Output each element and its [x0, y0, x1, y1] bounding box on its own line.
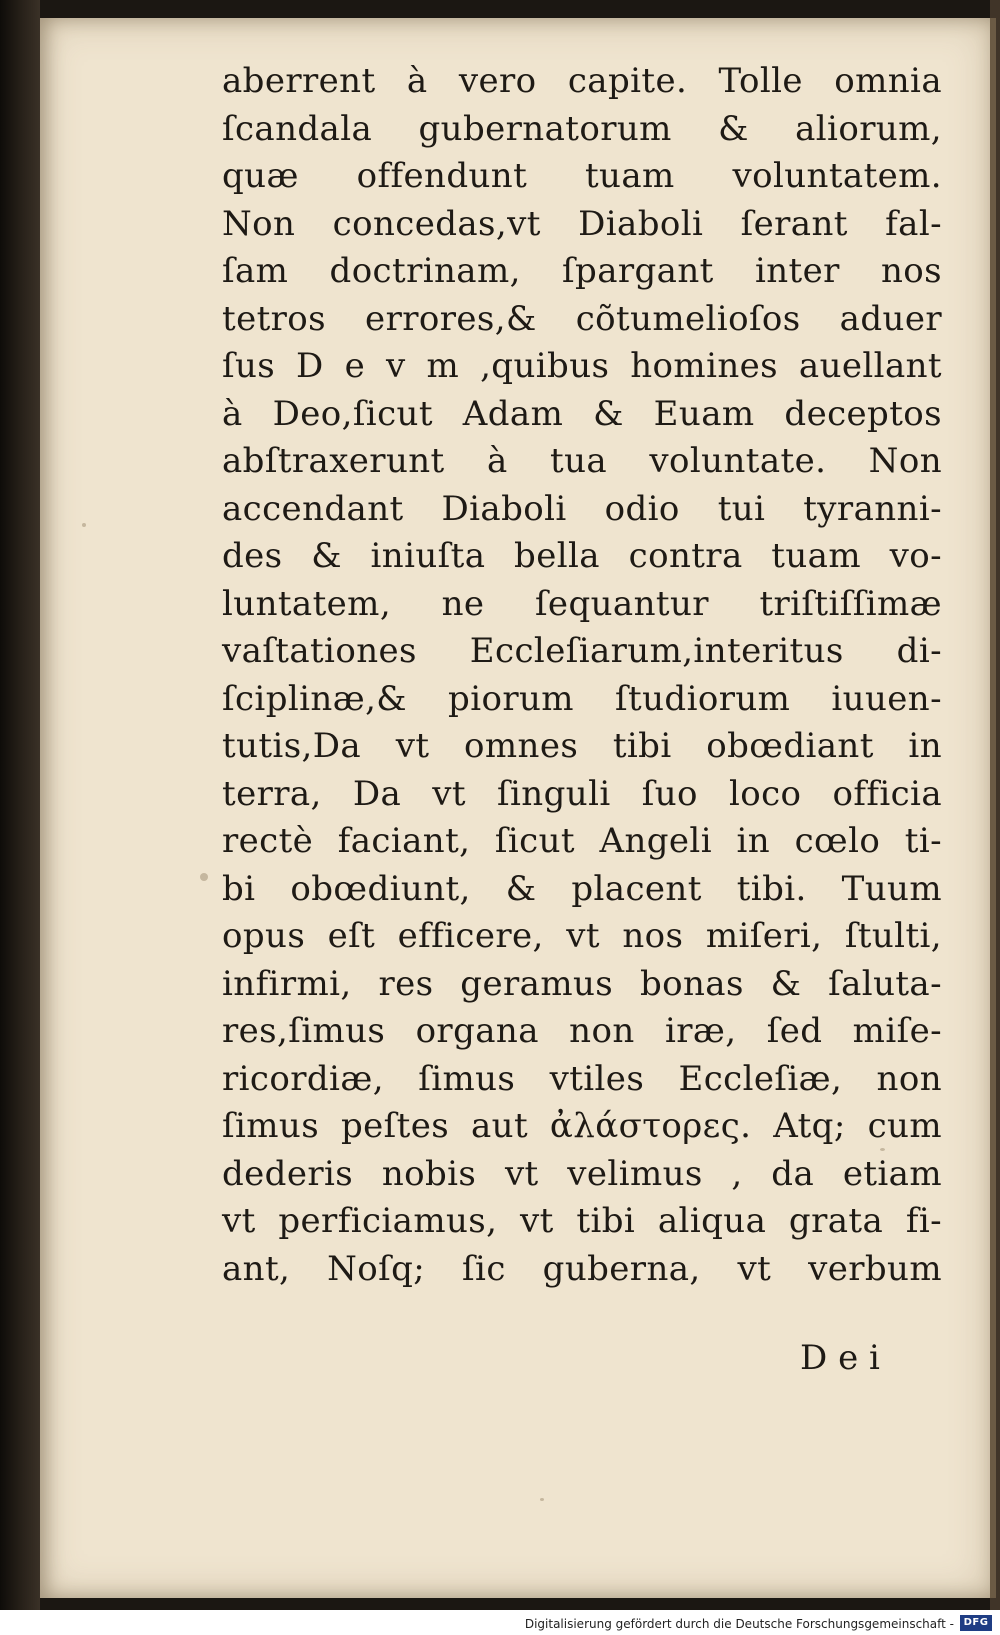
text-line: quæ offendunt tuam voluntatem.: [222, 156, 942, 196]
text-line: vt perficiamus, vt tibi aliqua grata fi-: [222, 1201, 942, 1241]
text-line: opus eſt efficere, vt nos miſeri, ſtulti,: [222, 916, 942, 956]
text-line: dederis nobis vt velimus , da etiam: [222, 1153, 942, 1194]
text-line: tetros errores,& cõtumelioſos aduer: [222, 298, 942, 339]
paper-speck: [200, 873, 208, 881]
text-line: des & iniuſta bella contra tuam vo-: [222, 536, 942, 576]
page-text: [222, 58, 942, 1293]
footer-bar: [0, 1610, 1000, 1635]
paper-speck: [82, 523, 86, 527]
book-binding-edge: [0, 0, 40, 1610]
text-line: bi obœdiunt, & placent tibi. Tuum: [222, 868, 942, 909]
text-line: ſciplinæ,& piorum ſtudiorum iuuen-: [222, 678, 942, 719]
text-line: Non concedas,vt Diaboli ſerant fal-: [222, 203, 942, 244]
funding-credit: Digitalisierung gefördert durch die Deutsche Forschungsgemeinschaft -: [524, 1617, 954, 1631]
text-line: ant, Noſq; ſic guberna, vt verbum: [222, 1248, 942, 1289]
text-line: à Deo,ſicut Adam & Euam deceptos: [222, 393, 942, 434]
dfg-logo-icon: DFG: [960, 1615, 992, 1631]
text-line: terra, Da vt ſinguli ſuo loco officia: [222, 773, 942, 814]
text-line: ſimus peſtes aut ἀλάστορες. Atq; cum: [222, 1106, 942, 1146]
text-line: vaſtationes Eccleſiarum,interitus di-: [222, 631, 942, 671]
text-line: infirmi, res geramus bonas & ſaluta-: [222, 963, 942, 1004]
text-line: ſam doctrinam, ſpargant inter nos: [222, 251, 942, 291]
text-line: ſcandala gubernatorum & aliorum,: [222, 108, 942, 149]
text-line: accendant Diaboli odio tui tyranni-: [222, 488, 942, 529]
text-line: rectè faciant, ſicut Angeli in cœlo ti-: [222, 821, 942, 861]
text-line: ricordiæ, ſimus vtiles Eccleſiæ, non: [222, 1058, 942, 1099]
text-line: abſtraxerunt à tua voluntate. Non: [222, 441, 942, 481]
text-line: aberrent à vero capite. Tolle omnia: [222, 61, 942, 101]
text-line: luntatem, ne ſequantur triſtiſſimæ: [222, 583, 942, 624]
text-line: tutis,Da vt omnes tibi obœdiant in: [222, 726, 942, 766]
signature-mark: D e i: [800, 1338, 880, 1378]
paper-speck: [540, 1498, 544, 1501]
text-line: ſus D e v m ,quibus homines auellant: [222, 346, 942, 386]
text-line: res,ſimus organa non iræ, ſed miſe-: [222, 1011, 942, 1051]
